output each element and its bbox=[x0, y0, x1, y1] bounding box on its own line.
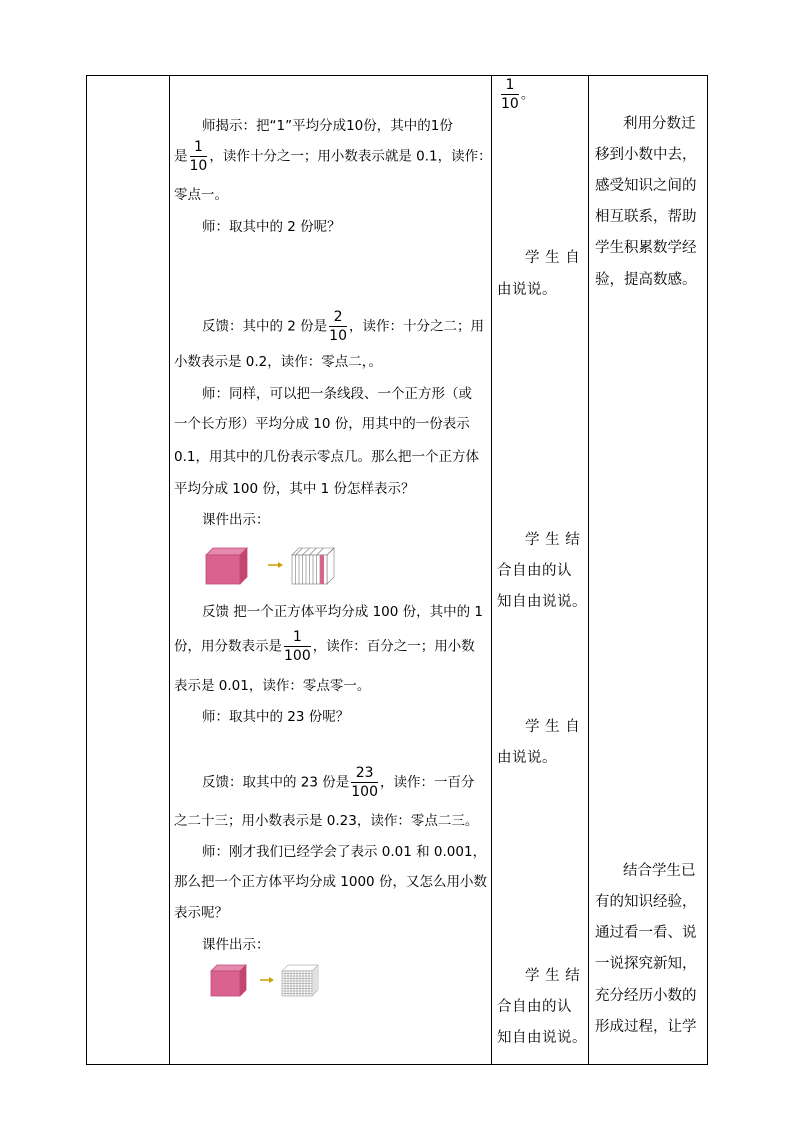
text-line: 反馈：其中的 2 份是 $\frac{2}{10}$ ，读作：十分之二；用 bbox=[202, 309, 484, 344]
text-line: 由说说。 bbox=[497, 282, 557, 298]
text-line: $\frac{1}{10}$ 。 bbox=[501, 77, 535, 112]
text-line: 师：取其中的 23 份呢？ bbox=[202, 709, 350, 725]
text-line: 相互联系，帮助 bbox=[595, 209, 697, 225]
text-line: 零点一。 bbox=[174, 187, 228, 203]
text-line: 结合学生已 bbox=[623, 863, 696, 879]
fraction: $\frac{1}{10}$ bbox=[501, 77, 519, 112]
fraction: $\frac{1}{100}$ bbox=[284, 629, 311, 664]
text-line: 反馈：取其中的 23 份是 $\frac{23}{100}$ ，读作：一百分 bbox=[202, 765, 475, 800]
text-line: 合自由的认 bbox=[497, 999, 572, 1015]
text-line: 表示是 0.01，读作：零点零一。 bbox=[174, 678, 371, 694]
text-line: 之二十三；用小数表示是 0.23，读作：零点二三。 bbox=[174, 813, 479, 829]
text-line: 合自由的认 bbox=[497, 563, 572, 579]
text-line: 学 生 自 bbox=[525, 719, 581, 735]
text-line: 知自由说说。 bbox=[497, 1030, 587, 1046]
text-line: 师：刚才我们已经学会了表示 0.01 和 0.001， bbox=[202, 844, 487, 860]
text-line: 那么把一个正方体平均分成 1000 份，又怎么用小数 bbox=[174, 874, 487, 890]
fraction: $\frac{23}{100}$ bbox=[351, 765, 378, 800]
text-line: 表示呢？ bbox=[174, 905, 228, 921]
text-line: 课件出示： bbox=[202, 512, 270, 528]
text-line: 学 生 结 bbox=[525, 968, 581, 984]
text-line: 师：取其中的 2 份呢？ bbox=[202, 219, 341, 235]
text-line: 感受知识之间的 bbox=[595, 178, 697, 194]
text-line: 有的知识经验， bbox=[595, 894, 697, 910]
cube-slices-illustration bbox=[203, 545, 343, 587]
fraction: $\frac{2}{10}$ bbox=[329, 309, 347, 344]
text-line: 学生积累数学经 bbox=[595, 240, 697, 256]
text-line: 充分经历小数的 bbox=[595, 988, 697, 1004]
text-line: 知自由说说。 bbox=[497, 594, 587, 610]
text-line: 利用分数迁 bbox=[623, 116, 696, 132]
text-line: 通过看一看、说 bbox=[595, 925, 697, 941]
column-divider-1 bbox=[169, 76, 170, 1064]
text-line: 形成过程，让学 bbox=[595, 1019, 697, 1035]
text-line: 课件出示： bbox=[202, 937, 270, 953]
text-line: 移到小数中去， bbox=[595, 147, 697, 163]
text-line: 0.1，用其中的几份表示零点几。那么把一个正方体 bbox=[174, 449, 479, 465]
text-line: 验，提高数感。 bbox=[595, 272, 697, 288]
text-line: 平均分成 100 份，其中 1 份怎样表示？ bbox=[174, 481, 415, 497]
text-line: 师：同样，可以把一条线段、一个正方形（或 bbox=[202, 386, 472, 402]
text-line: 一个长方形）平均分成 10 份，用其中的一份表示 bbox=[174, 416, 470, 432]
text-line: 师揭示：把“1”平均分成10份，其中的1份 bbox=[202, 118, 453, 134]
cube-grid-illustration bbox=[208, 963, 328, 999]
text-line: 是 $\frac{1}{10}$ ，读作十分之一；用小数表示就是 0.1，读作： bbox=[174, 139, 492, 174]
text-line: 反馈 把一个正方体平均分成 100 份，其中的 1 bbox=[202, 604, 484, 620]
column-divider-3 bbox=[588, 76, 589, 1064]
text-line: 学 生 结 bbox=[525, 532, 581, 548]
text-line: 份，用分数表示是 $\frac{1}{100}$ ，读作：百分之一；用小数 bbox=[174, 629, 475, 664]
text-line: 小数表示是 0.2，读作：零点二，。 bbox=[174, 354, 383, 370]
column-divider-2 bbox=[491, 76, 492, 1064]
fraction: $\frac{1}{10}$ bbox=[189, 139, 208, 174]
text-line: 一说探究新知， bbox=[595, 956, 697, 972]
text-line: 学 生 自 bbox=[525, 250, 581, 266]
text-line: 由说说。 bbox=[497, 750, 557, 766]
